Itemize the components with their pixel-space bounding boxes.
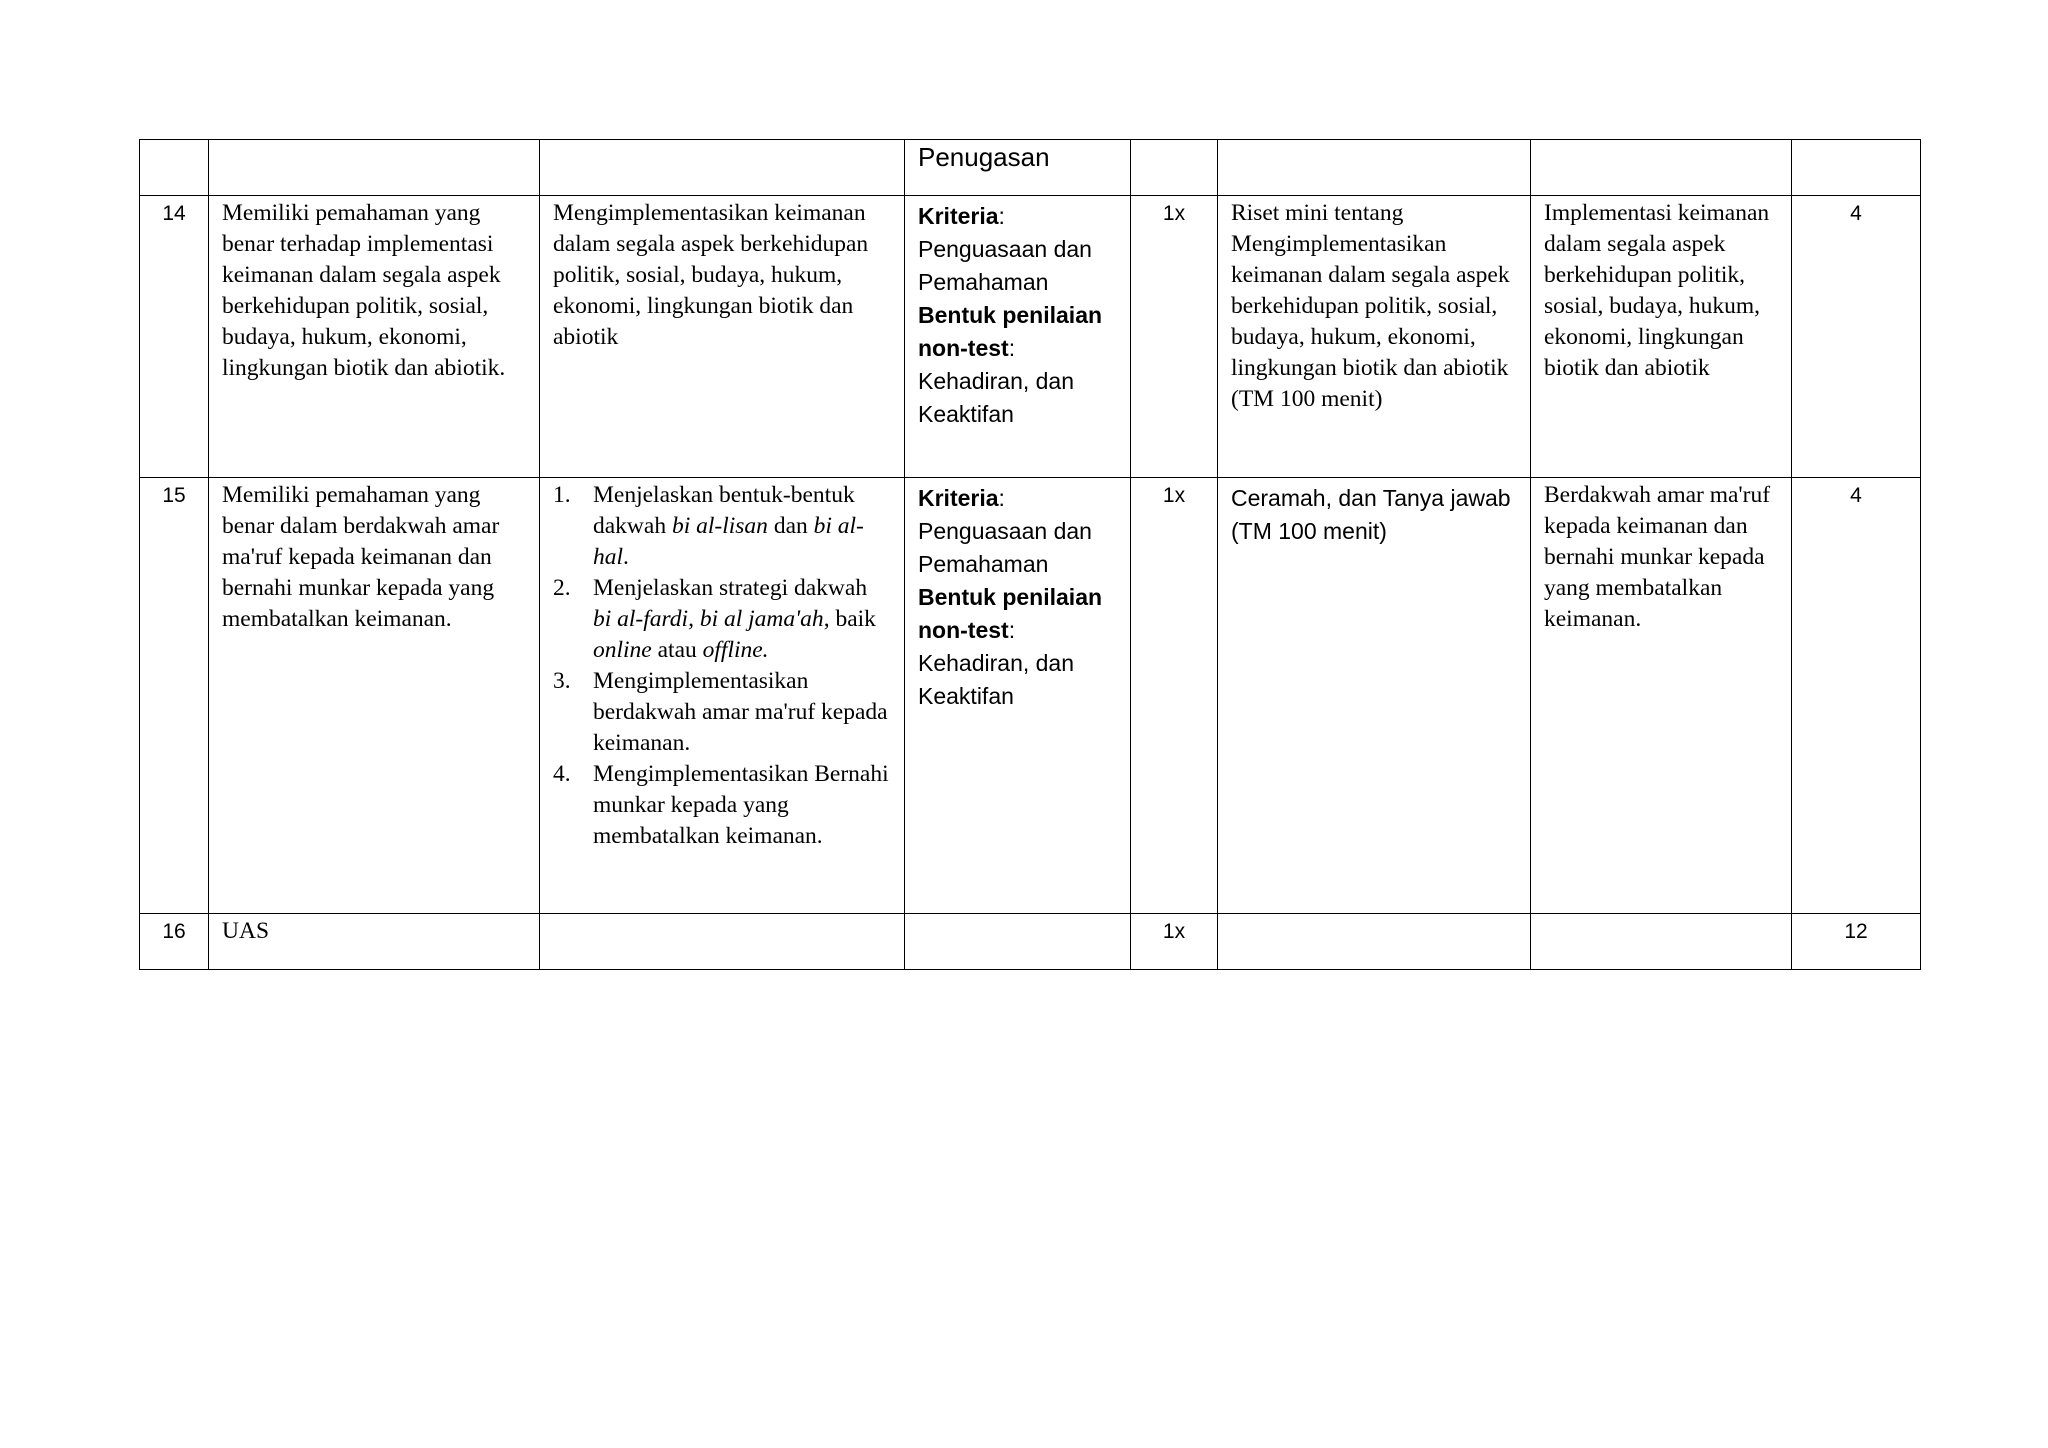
- cell-empty: [1131, 140, 1218, 196]
- weight-cell: 4: [1792, 196, 1921, 478]
- week-number: 14: [140, 196, 209, 478]
- criteria-cell: [905, 140, 1131, 196]
- criteria-cell: Kriteria: Penguasaan dan Pemahaman Bentuk penilaian non-test: Kehadiran, dan Keaktifan: [905, 196, 1131, 478]
- assessment-label: Bentuk penilaian non-test: [918, 584, 1103, 643]
- list-item: 3. Mengimplementasikan berdakwah amar ma'ruf kepada keimanan.: [553, 668, 888, 756]
- indicator-list: [553, 480, 891, 852]
- table-row-week-14: [140, 196, 1921, 478]
- method-cell: [1218, 478, 1531, 914]
- cell-empty: [905, 914, 1131, 970]
- material-cell: Berdakwah amar ma'ruf kepada keimanan dan bernahi munkar kepada yang membatalkan keimanan.: [1531, 478, 1792, 914]
- table-row-week-16: [140, 914, 1921, 970]
- cell-empty: [1531, 914, 1792, 970]
- criteria-label: Kriteria: [918, 485, 999, 511]
- material-cell: Implementasi keimanan dalam segala aspek berkehidupan politik, sosial, budaya, hukum, ekonomi, lingkungan biotik dan abiotik: [1531, 196, 1792, 478]
- cell-empty: [1218, 140, 1531, 196]
- list-item: 1. Menjelaskan bentuk-bentuk dakwah bi al-lisan dan bi al-hal.: [553, 482, 864, 570]
- method-cell: [1218, 196, 1531, 478]
- assessment-value: Kehadiran, dan Keaktifan: [918, 368, 1075, 427]
- competency-cell: Memiliki pemahaman yang benar dalam berdakwah amar ma'ruf kepada keimanan dan bernahi munkar kepada yang membatalkan keimanan.: [209, 478, 540, 914]
- competency-cell: Memiliki pemahaman yang benar terhadap implementasi keimanan dalam segala aspek berkehidupan politik, sosial, budaya, hukum, ekonomi, lingkungan biotik dan abiotik.: [209, 196, 540, 478]
- week-number: 15: [140, 478, 209, 914]
- criteria-value: Penguasaan dan Pemahaman: [918, 518, 1092, 577]
- method-text: Riset mini tentang Mengimplementasikan keimanan dalam segala aspek berkehidupan politik, sosial, budaya, hukum, ekonomi, lingkungan biotik dan abiotik: [1231, 200, 1510, 381]
- method-duration: (TM 100 menit): [1231, 518, 1387, 544]
- frequency-cell: 1x: [1131, 478, 1218, 914]
- list-item: 4. Mengimplementasikan Bernahi munkar kepada yang membatalkan keimanan.: [553, 761, 889, 849]
- cell-empty: [1531, 140, 1792, 196]
- assessment-value: Kehadiran, dan Keaktifan: [918, 650, 1075, 709]
- cell-empty: [540, 140, 905, 196]
- list-item: 2. Menjelaskan strategi dakwah bi al-fardi, bi al jama'ah, baik online atau offline.: [553, 575, 876, 663]
- weight-cell: 4: [1792, 478, 1921, 914]
- frequency-cell: 1x: [1131, 196, 1218, 478]
- method-duration: (TM 100 menit): [1231, 386, 1383, 412]
- week-number: 16: [140, 914, 209, 970]
- criteria-value: Penguasaan dan Pemahaman: [918, 236, 1092, 295]
- assessment-label: Bentuk penilaian non-test: [918, 302, 1103, 361]
- competency-cell: UAS: [209, 914, 540, 970]
- criteria-label: Kriteria: [918, 203, 999, 229]
- indicator-cell: [540, 478, 905, 914]
- frequency-cell: 1x: [1131, 914, 1218, 970]
- table-row-week-15: [140, 478, 1921, 914]
- cell-empty: [1218, 914, 1531, 970]
- indicator-cell: Mengimplementasikan keimanan dalam segala aspek berkehidupan politik, sosial, budaya, hukum, ekonomi, lingkungan biotik dan abiotik: [540, 196, 905, 478]
- table-row-carry-over: [140, 140, 1921, 196]
- method-text: Ceramah, dan Tanya jawab: [1231, 485, 1511, 511]
- cell-empty: [1792, 140, 1921, 196]
- criteria-cell: Kriteria: Penguasaan dan Pemahaman Bentuk penilaian non-test: Kehadiran, dan Keaktifan: [905, 478, 1131, 914]
- rps-table: [139, 139, 1921, 970]
- cell-empty: [540, 914, 905, 970]
- cell-empty: [140, 140, 209, 196]
- criteria-carry-text: Penugasan: [918, 142, 1050, 172]
- weight-cell: 12: [1792, 914, 1921, 970]
- cell-empty: [209, 140, 540, 196]
